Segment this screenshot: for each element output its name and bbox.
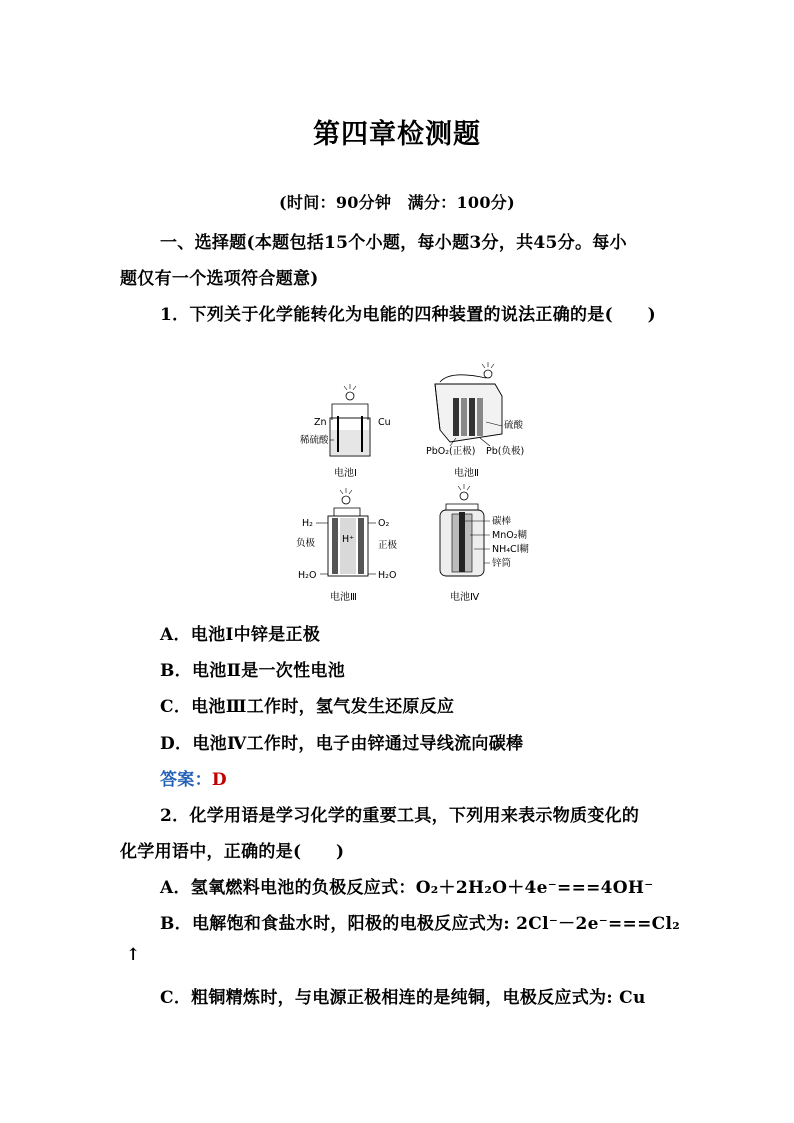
answer [160, 765, 227, 790]
bulb-icon [342, 496, 350, 504]
q2-option-b-formula: 2Cl⁻－2e⁻===Cl₂ [516, 914, 680, 934]
option-b: B．电池Ⅱ是一次性电池 [160, 661, 345, 681]
label-h2o-right: H₂O [378, 570, 397, 581]
section-heading-line2: 题仅有一个选项符合题意) [120, 269, 319, 289]
plate [477, 398, 483, 436]
battery-case [435, 384, 502, 442]
q2-option-a [160, 873, 654, 898]
label-cu: Cu [378, 417, 391, 428]
label-acid: 稀硫酸 [300, 435, 329, 446]
option-c: C．电池Ⅲ工作时，氢气发生还原反应 [160, 697, 455, 717]
exam-meta: (时间：90分钟 满分：100分) [279, 193, 515, 212]
question-2-stem-line2: 化学用语中，正确的是( ) [120, 842, 345, 862]
anode [332, 518, 338, 574]
plate [469, 398, 475, 436]
label-h2: H₂ [302, 518, 313, 529]
label-hplus: H⁺ [342, 534, 355, 545]
label-carbon-rod: 碳棒 [492, 516, 512, 527]
label-o2: O₂ [378, 518, 390, 529]
bulb-icon [346, 392, 354, 400]
label-sulfuric: 硫酸 [504, 420, 524, 431]
label-nh4cl: NH₄Cl糊 [492, 544, 529, 555]
option-d: D．电池Ⅳ工作时，电子由锌通过导线流向碳棒 [160, 734, 524, 754]
question-1-stem: 1．下列关于化学能转化为电能的四种装置的说法正确的是( ) [160, 305, 656, 325]
carbon-rod [459, 512, 465, 572]
plate [461, 398, 467, 436]
battery-figure [290, 360, 530, 608]
q2-option-b [160, 909, 680, 934]
bulb-icon [484, 370, 492, 378]
q2-option-a-formula: O₂＋2H₂O＋4e⁻===4OH⁻ [415, 878, 654, 898]
plate [453, 398, 459, 436]
option-a: A．电池Ⅰ中锌是正极 [160, 625, 321, 645]
cell-2-diagram [426, 362, 524, 479]
label-zn: Zn [314, 417, 327, 428]
q2-option-a-text: A．氢氧燃料电池的负极反应式： [160, 878, 416, 898]
label-pbo2: PbO₂(正极) [426, 446, 476, 457]
gas-arrow: ↑ [126, 945, 141, 965]
answer-value: D [211, 770, 227, 790]
cell-1-diagram [300, 384, 391, 479]
electrolyte [340, 518, 356, 574]
caption-cell-1: 电池Ⅰ [334, 468, 357, 479]
label-positive: 正极 [378, 540, 398, 551]
light-rays [344, 384, 356, 390]
label-pb: Pb(负极) [486, 446, 525, 457]
caption-cell-4: 电池Ⅳ [450, 592, 480, 603]
acid-solution [331, 430, 369, 455]
cell-4-diagram [440, 484, 529, 603]
question-2-stem-line1: 2．化学用语是学习化学的重要工具，下列用来表示物质变化的 [160, 806, 640, 826]
caption-cell-2: 电池Ⅱ [454, 468, 479, 479]
cell-3-diagram [296, 488, 398, 603]
label-negative: 负极 [296, 538, 316, 549]
cathode [358, 518, 364, 574]
section-heading-line1: 一、选择题(本题包括15个小题，每小题3分，共45分。每小 [160, 233, 627, 253]
label-mno2: MnO₂糊 [492, 530, 528, 541]
label-zinc-can: 锌筒 [492, 558, 512, 569]
q2-option-b-text: B．电解饱和食盐水时，阳极的电极反应式为: [160, 914, 510, 934]
caption-cell-3: 电池Ⅲ [330, 592, 357, 603]
q2-option-c: C．粗铜精炼时，与电源正极相连的是纯铜，电极反应式为: Cu [160, 988, 646, 1008]
page-title: 第四章检测题 [313, 119, 481, 150]
bulb-icon [460, 492, 468, 500]
label-h2o-left: H₂O [298, 570, 317, 581]
answer-label: 答案： [160, 770, 212, 790]
